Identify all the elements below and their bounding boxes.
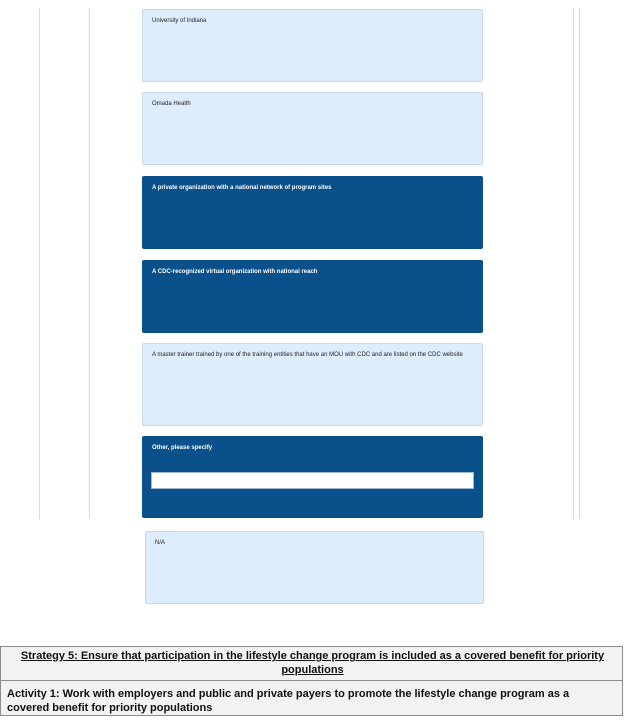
option-university-of-indiana[interactable] [142,9,483,82]
activity-text: Activity 1: Work with employers and public and private payers to promote the lifestyle change program as a covered benefit for priority populations [7,688,570,714]
option-label: Omada Health [152,101,191,107]
frame-border-left-inner [89,8,90,519]
option-na[interactable] [145,531,484,604]
option-label: Other, please specify [152,445,213,451]
option-label: A private organization with a national network of program sites [152,185,332,191]
option-label: N/A [155,540,166,546]
frame-border-left-outer [39,8,40,519]
frame-border-right-inner [573,8,574,519]
option-label: University of Indiana [152,18,207,24]
option-omada-health[interactable] [142,92,483,165]
option-label: A CDC-recognized virtual organization with national reach [152,269,318,275]
strategy-panel [0,646,623,716]
frame-border-right-outer [579,8,580,519]
other-specify-input[interactable] [151,472,474,489]
option-label: A master trainer trained by one of the training entities that have an MOU with CDC and are listed on the CDC website [152,352,463,358]
panel-divider [1,680,622,681]
strategy-heading: Strategy 5: Ensure that participation in the lifestyle change program is included as a covered benefit for priority populations [20,650,605,676]
option-master-trainer[interactable] [142,343,483,426]
option-cdc-virtual-organization[interactable] [142,260,483,333]
option-private-organization[interactable] [142,176,483,249]
